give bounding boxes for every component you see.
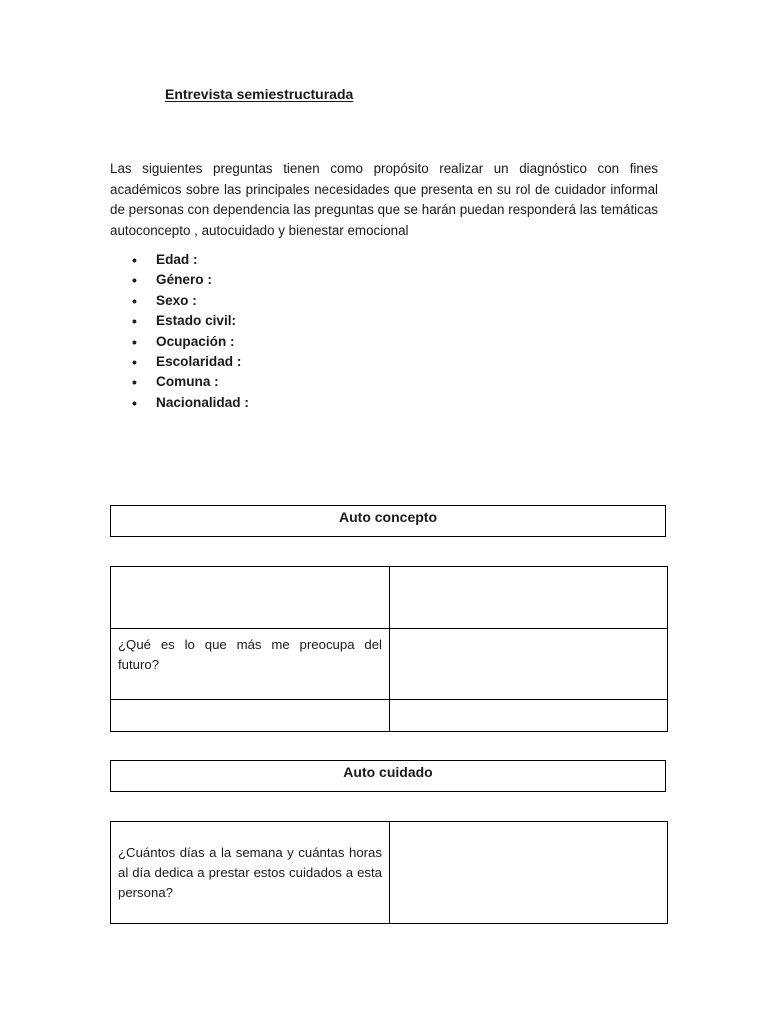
answer-cell[interactable] bbox=[390, 567, 668, 629]
field-edad bbox=[110, 250, 249, 270]
bullet-icon: • bbox=[132, 313, 137, 330]
bullet-icon: • bbox=[132, 292, 137, 309]
bullet-icon: • bbox=[132, 374, 137, 391]
question-cell bbox=[111, 700, 390, 732]
table-row bbox=[111, 822, 668, 924]
field-label: Sexo : bbox=[156, 292, 197, 308]
field-label: Comuna : bbox=[156, 374, 219, 390]
field-label: Género : bbox=[156, 272, 212, 288]
field-label: Ocupación : bbox=[156, 333, 235, 349]
field-label: Estado civil: bbox=[156, 313, 237, 329]
field-label: Escolaridad : bbox=[156, 353, 242, 369]
question-cell bbox=[111, 567, 390, 629]
field-sexo bbox=[110, 291, 249, 311]
document-title: Entrevista semiestructurada bbox=[165, 86, 354, 102]
section-heading-label: Auto concepto bbox=[339, 509, 437, 525]
auto-concepto-table bbox=[110, 566, 668, 732]
bullet-icon: • bbox=[132, 252, 137, 268]
section-heading-auto-cuidado bbox=[110, 760, 666, 792]
field-escolaridad bbox=[110, 352, 249, 372]
field-comuna bbox=[110, 372, 249, 392]
answer-cell[interactable] bbox=[390, 629, 668, 700]
table-row bbox=[111, 567, 668, 629]
bullet-icon: • bbox=[132, 272, 137, 289]
field-estado-civil bbox=[110, 311, 249, 331]
question-cell: ¿Cuántos días a la semana y cuántas horas al día dedica a prestar estos cuidados a esta persona? bbox=[111, 822, 390, 924]
bullet-icon: • bbox=[132, 353, 137, 370]
field-nacionalidad bbox=[110, 393, 249, 413]
demographic-fields-list bbox=[110, 250, 249, 413]
table-row bbox=[111, 700, 668, 732]
field-ocupacion bbox=[110, 332, 249, 352]
auto-cuidado-table bbox=[110, 821, 668, 924]
intro-paragraph: Las siguientes preguntas tienen como propósito realizar un diagnóstico con fines académicos sobre las principales necesidades que presenta en su rol de cuidador informal de personas con dependencia las preguntas que se harán puedan responderá las temáticas autoconcepto , autocuidado y bienestar emocional bbox=[110, 161, 658, 238]
question-cell: ¿Qué es lo que más me preocupa del futuro? bbox=[111, 629, 390, 700]
section-heading-label: Auto cuidado bbox=[343, 764, 433, 780]
bullet-icon: • bbox=[132, 333, 137, 350]
field-label: Edad : bbox=[156, 252, 198, 267]
section-heading-auto-concepto bbox=[110, 505, 666, 537]
field-genero bbox=[110, 270, 249, 290]
bullet-icon: • bbox=[132, 394, 137, 411]
answer-cell[interactable] bbox=[390, 822, 668, 924]
answer-cell[interactable] bbox=[390, 700, 668, 732]
field-label: Nacionalidad : bbox=[156, 394, 249, 410]
table-row bbox=[111, 629, 668, 700]
